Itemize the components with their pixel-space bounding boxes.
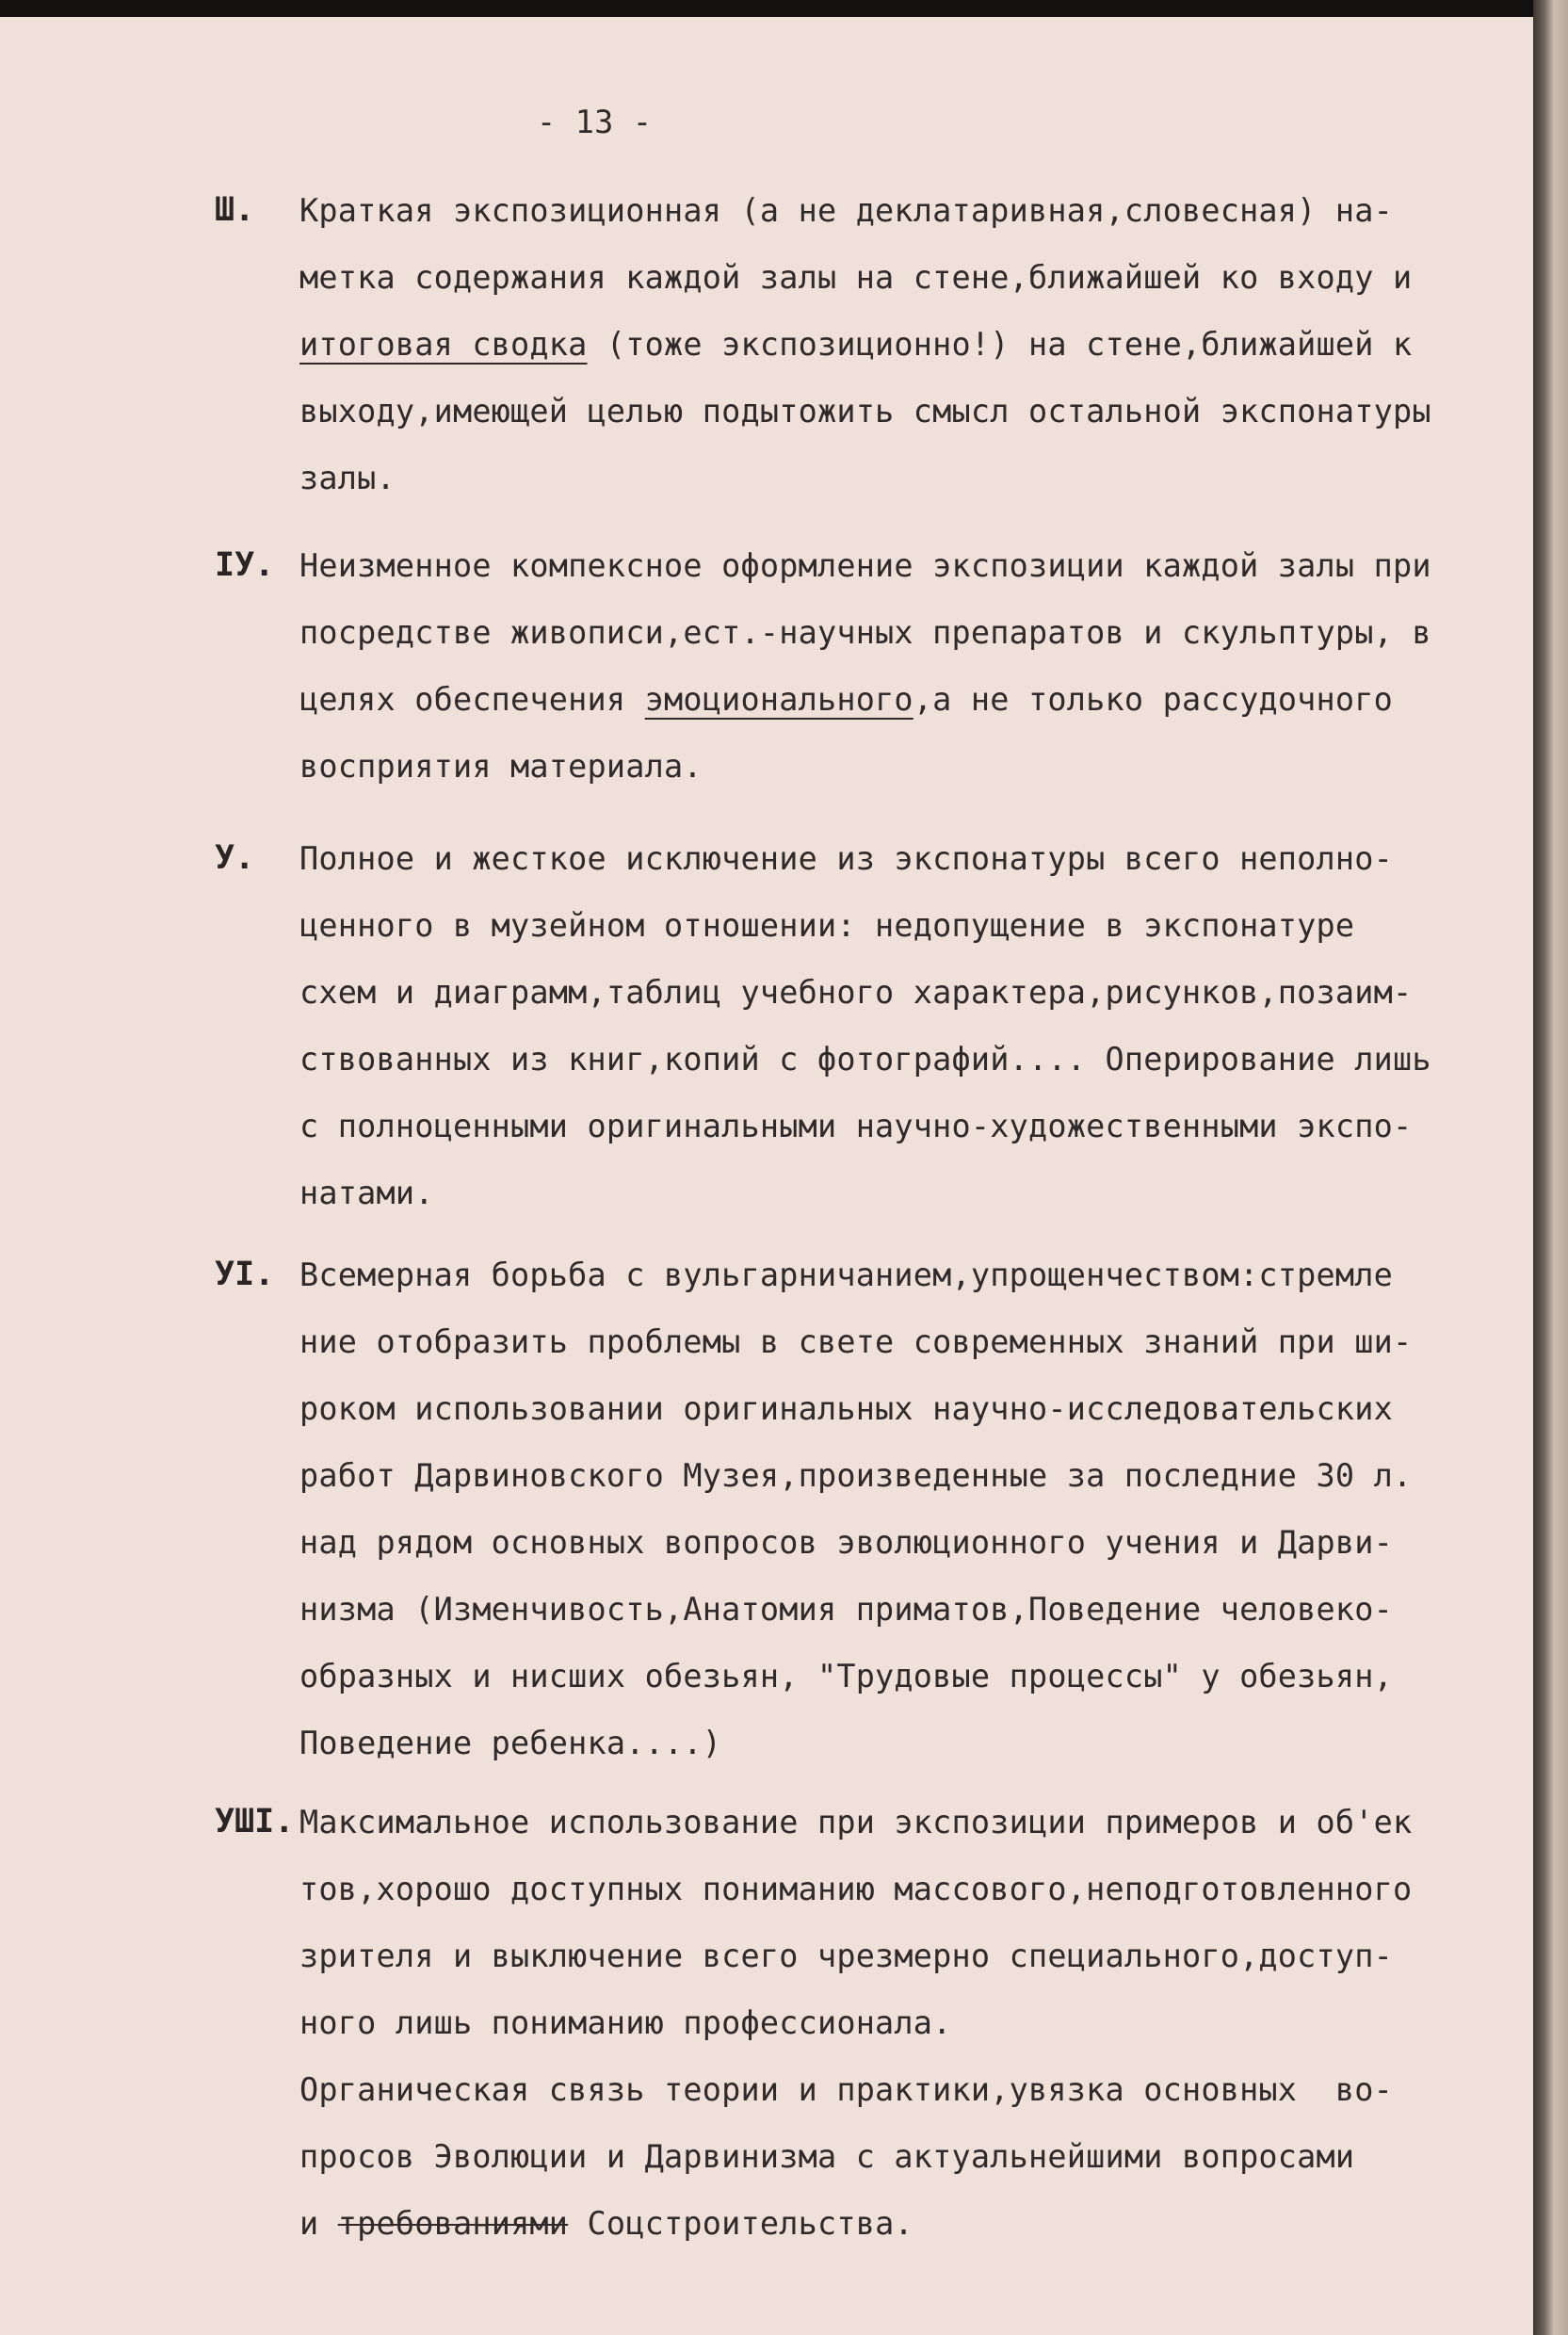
- text-line: [299, 599, 1431, 666]
- text-run: ценного в музейном отношении: недопущение в экспонатуре: [299, 907, 1355, 944]
- section-numeral: УI.: [215, 1256, 275, 1293]
- text-line: [299, 2123, 1412, 2190]
- text-line: [299, 959, 1431, 1026]
- text-line: [299, 666, 1431, 733]
- text-line: [299, 733, 1431, 800]
- section-numeral: IУ.: [215, 546, 275, 584]
- text-line: [299, 2190, 1412, 2257]
- binding-edge: [1533, 0, 1568, 2335]
- text-line: [299, 1026, 1431, 1093]
- page-number: - 13 -: [537, 104, 653, 140]
- text-line: [299, 1643, 1412, 1710]
- text-line: [299, 445, 1431, 511]
- text-line: [299, 892, 1431, 959]
- text-line: [299, 1789, 1412, 1856]
- section-body: [299, 1241, 1412, 1776]
- text-run: работ Дарвиновского Музея,произведенные за последние 30 л.: [299, 1457, 1413, 1494]
- underlined-text: итоговая сводка: [299, 326, 588, 363]
- text-line: [299, 1093, 1431, 1159]
- text-run: восприятия материала.: [299, 748, 703, 785]
- text-run: Поведение ребенка....): [299, 1725, 722, 1761]
- section-numeral: У.: [215, 839, 255, 877]
- document-page: [0, 17, 1533, 2335]
- text-run: низма (Изменчивость,Анатомия приматов,Поведение человеко-: [299, 1591, 1394, 1628]
- text-run: ного лишь пониманию профессионала.: [299, 2004, 952, 2041]
- text-run: с полноценными оригинальными научно-художественными экспо-: [299, 1108, 1413, 1144]
- text-run: (тоже экспозиционно!) на стене,ближайшей к: [587, 326, 1413, 363]
- text-run: залы.: [299, 460, 396, 496]
- text-line: [299, 1922, 1412, 1989]
- text-run: Полное и жесткое исключение из экспонатуры всего неполно-: [299, 840, 1394, 877]
- text-run: над рядом основных вопросов эволюционного учения и Дарви-: [299, 1524, 1394, 1561]
- text-run: Соцстроительства.: [568, 2205, 913, 2242]
- section-body: [299, 532, 1431, 800]
- text-run: роком использовании оригинальных научно-исследовательских: [299, 1390, 1394, 1427]
- text-run: Максимальное использование при экспозиции примеров и об'ек: [299, 1804, 1413, 1840]
- text-run: схем и диаграмм,таблиц учебного характера,рисунков,позаим-: [299, 974, 1413, 1011]
- text-line: [299, 1375, 1412, 1442]
- text-run: образных и нисших обезьян, "Трудовые процессы" у обезьян,: [299, 1658, 1394, 1694]
- text-line: [299, 378, 1431, 445]
- text-line: [299, 1989, 1412, 2056]
- text-run: ствованных из книг,копий с фотографий.... Оперирование лишь: [299, 1041, 1431, 1078]
- text-line: [299, 1241, 1412, 1308]
- text-line: [299, 1856, 1412, 1922]
- text-run: ние отобразить проблемы в свете современных знаний при ши-: [299, 1323, 1413, 1360]
- text-line: [299, 177, 1431, 244]
- section-body: [299, 177, 1431, 511]
- text-line: [299, 2056, 1412, 2123]
- section-body: [299, 1789, 1412, 2257]
- text-line: [299, 825, 1431, 892]
- text-run: Краткая экспозиционная (а не деклатаривная,словесная) на-: [299, 192, 1394, 229]
- section-body: [299, 825, 1431, 1226]
- underlined-text: эмоционального: [644, 681, 913, 718]
- text-line: [299, 1308, 1412, 1375]
- text-run: тов,хорошо доступных пониманию массового,неподготовленного: [299, 1871, 1413, 1907]
- text-line: [299, 311, 1431, 378]
- text-run: Всемерная борьба с вульгарничанием,упрощенчеством:стремле: [299, 1257, 1394, 1293]
- top-dark-edge: [0, 0, 1533, 17]
- section-numeral: Ш.: [215, 191, 255, 229]
- text-run: выходу,имеющей целью подытожить смысл остальной экспонатуры: [299, 393, 1431, 430]
- text-line: [299, 1159, 1431, 1226]
- text-line: [299, 532, 1431, 599]
- text-run: и: [299, 2205, 338, 2242]
- text-run: метка содержания каждой залы на стене,ближайшей ко входу и: [299, 259, 1413, 296]
- text-line: [299, 1509, 1412, 1576]
- text-run: Неизменное компексное оформление экспозиции каждой залы при: [299, 547, 1431, 584]
- struck-text: требованиями: [337, 2205, 569, 2242]
- text-run: зрителя и выключение всего чрезмерно специального,доступ-: [299, 1938, 1394, 1974]
- text-run: просов Эволюции и Дарвинизма с актуальнейшими вопросами: [299, 2138, 1355, 2175]
- text-run: посредстве живописи,ест.-научных препаратов и скульптуры, в: [299, 614, 1431, 651]
- text-run: натами.: [299, 1175, 434, 1211]
- text-line: [299, 1710, 1412, 1776]
- text-run: целях обеспечения: [299, 681, 645, 718]
- text-line: [299, 244, 1431, 311]
- text-line: [299, 1442, 1412, 1509]
- text-run: ,а не только рассудочного: [913, 681, 1394, 718]
- section-numeral: УШI.: [215, 1803, 295, 1840]
- text-line: [299, 1576, 1412, 1643]
- text-run: Органическая связь теории и практики,увязка основных во-: [299, 2071, 1394, 2108]
